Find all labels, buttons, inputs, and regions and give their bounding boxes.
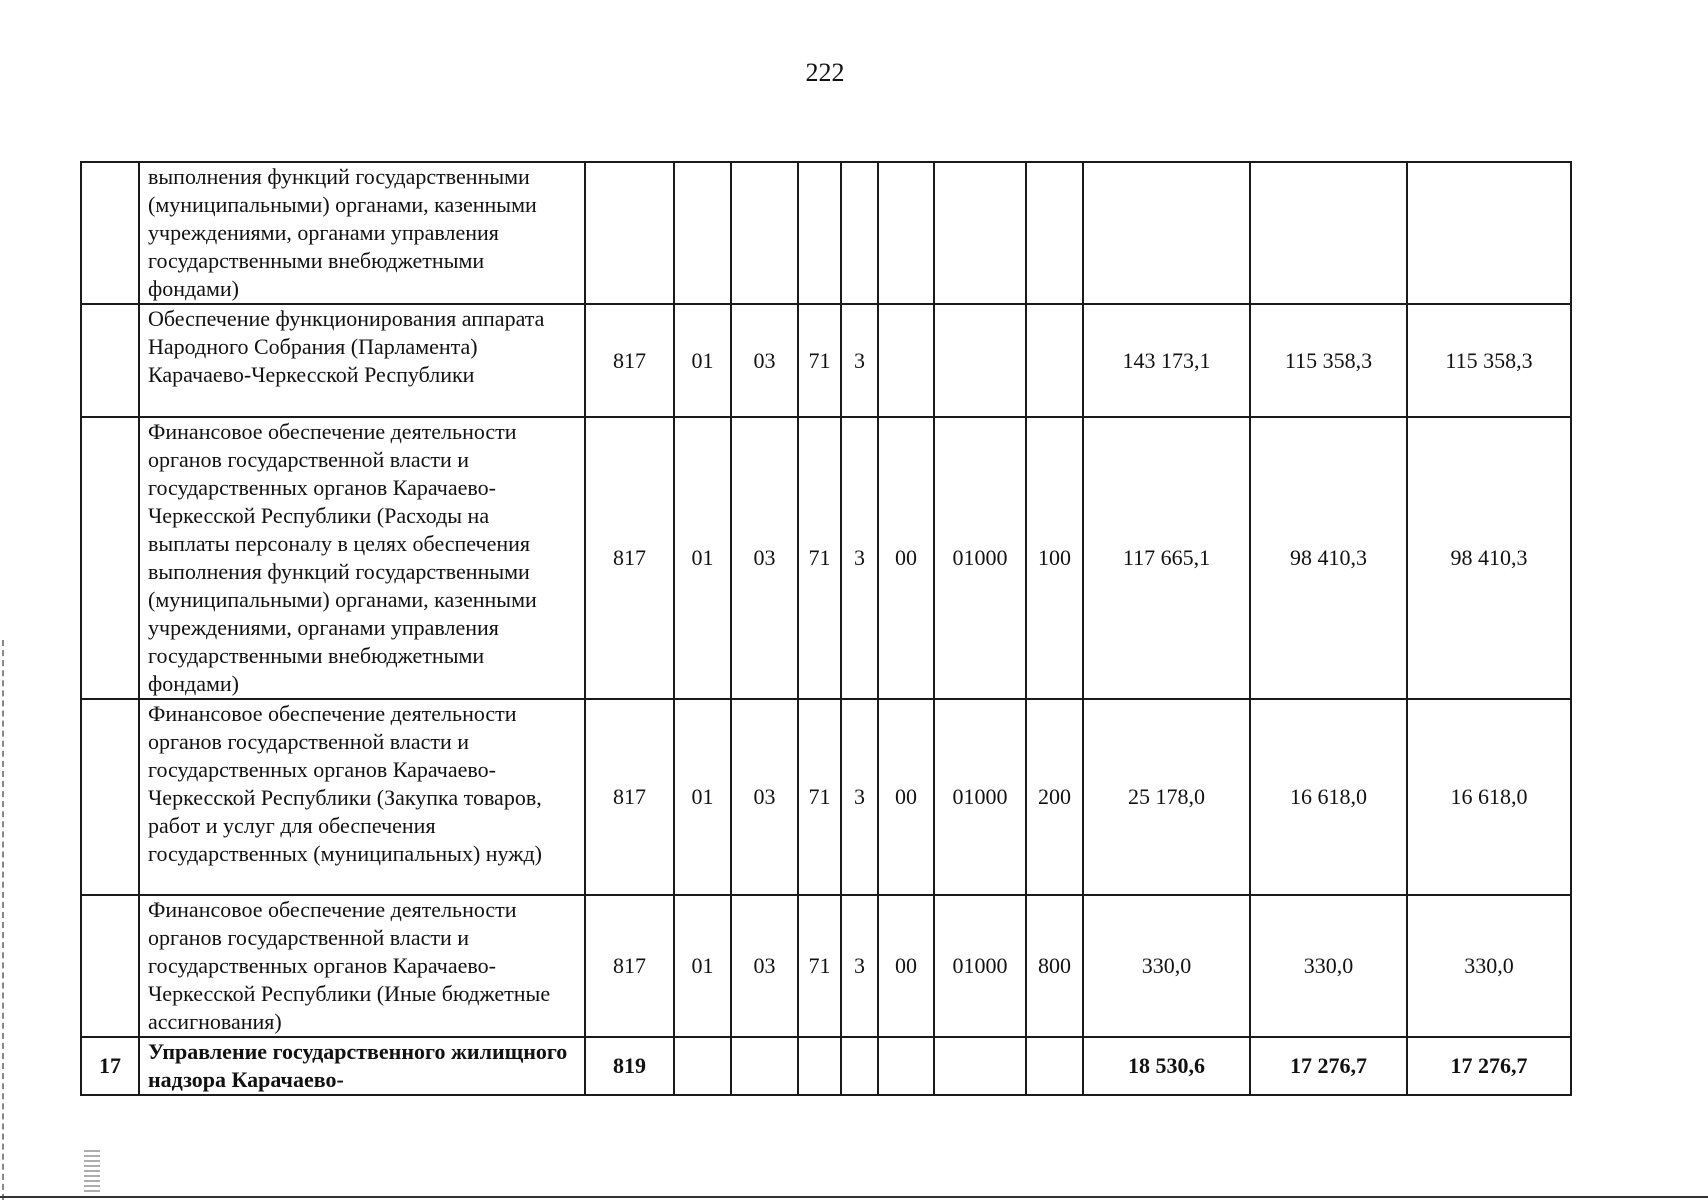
code-ministry-cell	[585, 162, 674, 304]
code-subprogram-cell: 3	[841, 417, 878, 699]
code-event-cell: 00	[878, 895, 934, 1037]
code-section-cell	[674, 162, 731, 304]
code-direction-cell	[934, 162, 1026, 304]
code-subprogram-cell: 3	[841, 304, 878, 417]
code-expense-type-cell	[1026, 1037, 1083, 1095]
code-program-cell	[798, 162, 841, 304]
code-expense-type-cell	[1026, 304, 1083, 417]
table-row	[81, 895, 1571, 1037]
code-direction-cell: 01000	[934, 895, 1026, 1037]
amount-year-1-cell: 25 178,0	[1083, 699, 1250, 895]
code-event-cell	[878, 1037, 934, 1095]
code-direction-cell	[934, 1037, 1026, 1095]
amount-year-2-cell: 98 410,3	[1250, 417, 1407, 699]
amount-year-1-cell: 330,0	[1083, 895, 1250, 1037]
code-subprogram-cell: 3	[841, 699, 878, 895]
bottom-rule	[0, 1196, 1708, 1198]
row-name-cell: Финансовое обеспечение деятельности органов государственной власти и государственных органов Карачаево-Черкесской Республики (Иные бюджетные ассигнования)	[139, 895, 585, 1037]
code-subprogram-cell	[841, 162, 878, 304]
code-program-cell: 71	[798, 304, 841, 417]
amount-year-2-cell: 17 276,7	[1250, 1037, 1407, 1095]
code-event-cell	[878, 304, 934, 417]
row-number-cell	[81, 304, 139, 417]
code-subprogram-cell: 3	[841, 895, 878, 1037]
table-body	[81, 162, 1571, 1095]
amount-year-3-cell: 17 276,7	[1407, 1037, 1571, 1095]
row-number-cell: 17	[81, 1037, 139, 1095]
row-number-cell	[81, 895, 139, 1037]
amount-year-2-cell: 115 358,3	[1250, 304, 1407, 417]
code-subsection-cell	[731, 162, 798, 304]
code-section-cell: 01	[674, 699, 731, 895]
code-ministry-cell: 817	[585, 304, 674, 417]
row-name-cell: Управление государственного жилищного надзора Карачаево-	[139, 1037, 585, 1095]
row-number-cell	[81, 699, 139, 895]
amount-year-1-cell: 143 173,1	[1083, 304, 1250, 417]
code-ministry-cell: 819	[585, 1037, 674, 1095]
page-number: 222	[805, 58, 845, 87]
row-name-cell: Финансовое обеспечение деятельности органов государственной власти и государственных органов Карачаево-Черкесской Республики (Закупка товаров, работ и услуг для обеспечения государственных (муниципальных) нужд)	[139, 699, 585, 895]
budget-table	[80, 161, 1572, 1096]
amount-year-1-cell: 18 530,6	[1083, 1037, 1250, 1095]
table-row	[81, 162, 1571, 304]
code-expense-type-cell: 800	[1026, 895, 1083, 1037]
code-subsection-cell: 03	[731, 895, 798, 1037]
code-section-cell: 01	[674, 304, 731, 417]
code-section-cell: 01	[674, 895, 731, 1037]
code-expense-type-cell: 100	[1026, 417, 1083, 699]
amount-year-2-cell	[1250, 162, 1407, 304]
code-expense-type-cell	[1026, 162, 1083, 304]
row-number-cell	[81, 417, 139, 699]
amount-year-1-cell	[1083, 162, 1250, 304]
code-event-cell: 00	[878, 417, 934, 699]
code-program-cell: 71	[798, 699, 841, 895]
code-section-cell	[674, 1037, 731, 1095]
code-direction-cell: 01000	[934, 699, 1026, 895]
amount-year-3-cell	[1407, 162, 1571, 304]
amount-year-1-cell: 117 665,1	[1083, 417, 1250, 699]
code-event-cell: 00	[878, 699, 934, 895]
scan-stamp	[84, 1148, 100, 1192]
code-ministry-cell: 817	[585, 895, 674, 1037]
row-name-cell: Финансовое обеспечение деятельности органов государственной власти и государственных органов Карачаево-Черкесской Республики (Расходы на выплаты персоналу в целях обеспечения выполнения функций государственными (муниципальными) органами, казенными учреждениями, органами управления государственными внебюджетными фондами)	[139, 417, 585, 699]
amount-year-3-cell: 115 358,3	[1407, 304, 1571, 417]
code-subsection-cell	[731, 1037, 798, 1095]
code-direction-cell: 01000	[934, 417, 1026, 699]
table-row	[81, 1037, 1571, 1095]
amount-year-2-cell: 330,0	[1250, 895, 1407, 1037]
code-section-cell: 01	[674, 417, 731, 699]
row-name-cell: выполнения функций государственными (муниципальными) органами, казенными учреждениями, органами управления государственными внебюджетными фондами)	[139, 162, 585, 304]
code-expense-type-cell: 200	[1026, 699, 1083, 895]
code-program-cell: 71	[798, 895, 841, 1037]
amount-year-3-cell: 16 618,0	[1407, 699, 1571, 895]
code-direction-cell	[934, 304, 1026, 417]
code-ministry-cell: 817	[585, 417, 674, 699]
row-name-cell: Обеспечение функционирования аппарата Народного Собрания (Парламента) Карачаево-Черкесской Республики	[139, 304, 585, 417]
code-event-cell	[878, 162, 934, 304]
code-subsection-cell: 03	[731, 304, 798, 417]
amount-year-3-cell: 98 410,3	[1407, 417, 1571, 699]
code-subsection-cell: 03	[731, 417, 798, 699]
amount-year-2-cell: 16 618,0	[1250, 699, 1407, 895]
code-subprogram-cell	[841, 1037, 878, 1095]
code-subsection-cell: 03	[731, 699, 798, 895]
table-row	[81, 417, 1571, 699]
table-row	[81, 304, 1571, 417]
code-program-cell: 71	[798, 417, 841, 699]
code-program-cell	[798, 1037, 841, 1095]
code-ministry-cell: 817	[585, 699, 674, 895]
scan-edge-mark	[2, 640, 6, 1200]
amount-year-3-cell: 330,0	[1407, 895, 1571, 1037]
row-number-cell	[81, 162, 139, 304]
table-row	[81, 699, 1571, 895]
